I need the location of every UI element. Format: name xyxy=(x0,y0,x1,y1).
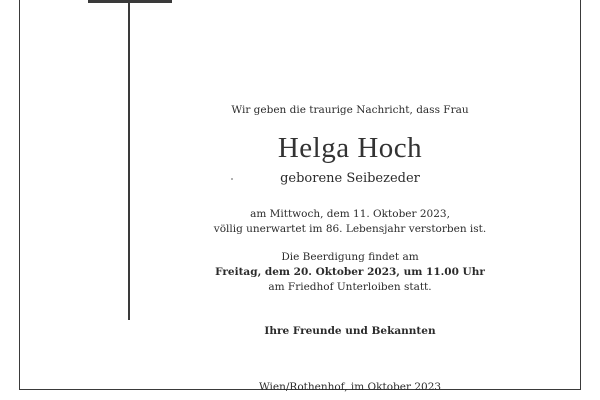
funeral-date-line: Freitag, dem 20. Oktober 2023, um 11.00 Uhr xyxy=(215,266,485,278)
place-date: Wien/Rothenhof, im Oktober 2023 xyxy=(258,381,442,393)
cross-stem xyxy=(128,0,130,320)
intro-text: Wir geben die traurige Nachricht, dass Frau xyxy=(231,104,469,116)
funeral-intro-line: Die Beerdigung findet am xyxy=(281,251,419,263)
signed-by: Ihre Freunde und Bekannten xyxy=(264,325,436,337)
death-age-line: völlig unerwartet im 86. Lebensjahr verstorben ist. xyxy=(213,223,487,235)
funeral-location-line: am Friedhof Unterloiben statt. xyxy=(268,281,432,293)
deceased-name: Helga Hoch xyxy=(277,132,423,164)
cross-crossbar xyxy=(88,0,172,3)
maiden-name: geborene Seibezeder xyxy=(280,171,420,186)
death-date-line: am Mittwoch, dem 11. Oktober 2023, xyxy=(250,208,450,220)
